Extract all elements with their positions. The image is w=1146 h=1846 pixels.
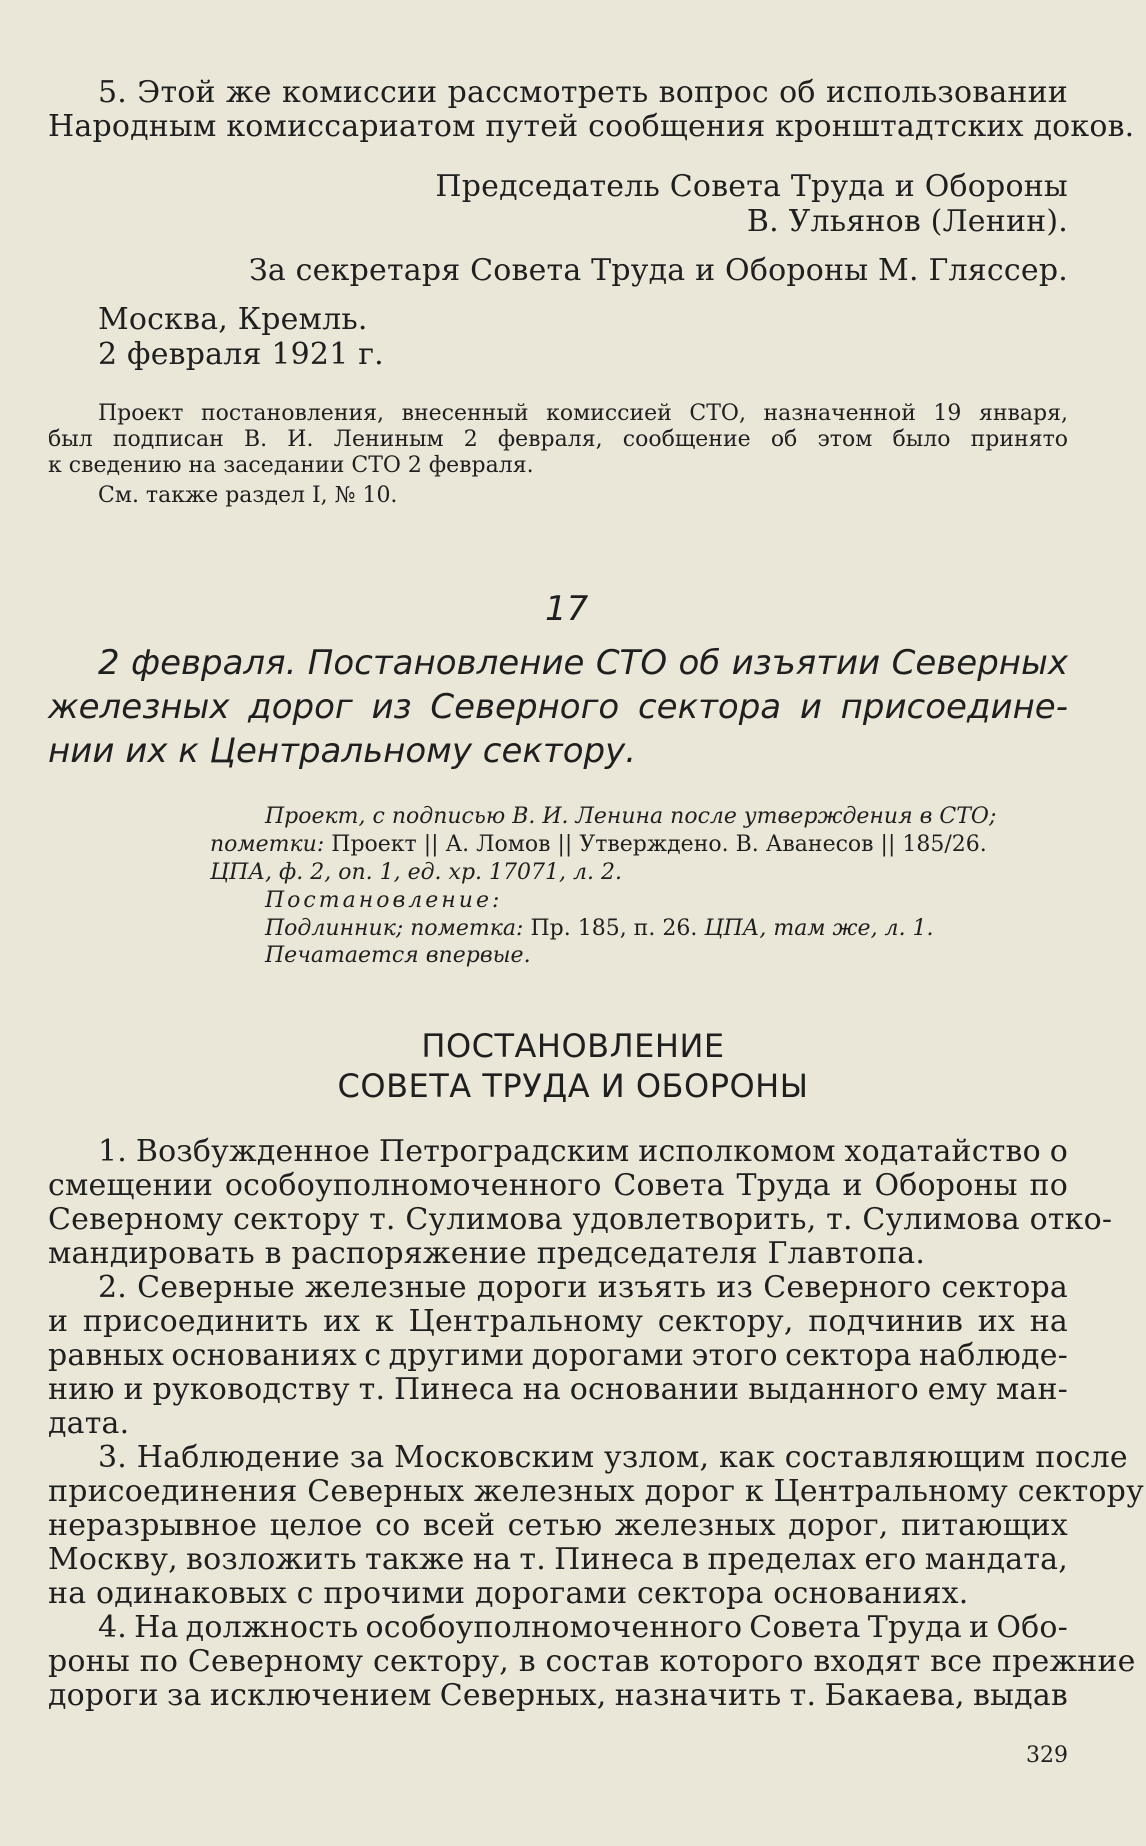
body-line-10: 3. Наблюдение за Московским узлом, как составляющим после [98, 1440, 1128, 1475]
source-line-2 [210, 834, 987, 856]
date: 2 февраля 1921 г. [98, 337, 384, 372]
signature-title: Председатель Совета Труда и Обороны [435, 169, 1068, 204]
note-line-4: См. также раздел I, № 10. [98, 483, 398, 508]
source-line-1-text: Проект, с подписью В. И. Ленина после утверждения в СТО; [265, 804, 997, 829]
item5-line1: 5. Этой же комиссии рассмотреть вопрос об использовании [98, 75, 1068, 110]
body-line-14: на одинаковых с прочими дорогами сектора основаниях. [48, 1576, 969, 1611]
body-line-16: роны по Северному сектору, в состав которого входят все прежние [48, 1644, 1136, 1679]
body-line-1: 1. Возбужденное Петроградским исполкомом ходатайство о [98, 1134, 1068, 1169]
source-line-4: Постановление: [265, 888, 503, 913]
source-line-5-label: Подлинник; пометка: [265, 916, 524, 941]
source-line-5-archive: ЦПА, там же, л. 1. [704, 916, 934, 941]
body-line-11: присоединения Северных железных дорог к Центральному сектору [48, 1474, 1144, 1509]
body-line-5: 2. Северные железные дороги изъять из Северного сектора [98, 1270, 1068, 1305]
title-line-1: 2 февраля. Постановление СТО об изъятии Северных [98, 643, 1068, 683]
body-line-2: смещении особоуполномоченного Совета Труда и Обороны по [48, 1168, 1068, 1203]
note-line-2: был подписан В. И. Лениным 2 февраля, сообщение об этом было принято [48, 427, 1068, 452]
body-line-17: дороги за исключением Северных, назначить т. Бакаева, выдав [48, 1678, 1068, 1713]
source-line-3-text: ЦПА, ф. 2, оп. 1, ед. хр. 17071, л. 2. [210, 860, 622, 885]
note-line-1: Проект постановления, внесенный комиссией СТО, назначенной 19 января, [98, 401, 1068, 426]
body-line-6: и присоединить их к Центральному сектору, подчинив их на [48, 1304, 1068, 1339]
title-line-3: нии их к Центральному сектору. [48, 731, 637, 771]
body-line-12: неразрывное целое со всей сетью железных дорог, питающих [48, 1508, 1068, 1543]
source-line-5-text: Пр. 185, п. 26. [523, 916, 705, 941]
place: Москва, Кремль. [98, 302, 368, 337]
source-line-6-text: Печатается впервые. [265, 943, 531, 968]
source-line-3 [210, 862, 622, 884]
document-number: 17 [545, 589, 589, 629]
source-line-1 [265, 806, 996, 828]
source-line-2-text: Проект || А. Ломов || Утверждено. В. Аванесов || 185/26. [324, 832, 987, 857]
body-line-13: Москву, возложить также на т. Пинеса в пределах его мандата, [48, 1542, 1068, 1577]
body-line-8: нию и руководству т. Пинеса на основании выданного ему ман- [48, 1372, 1069, 1407]
body-line-3: Северному сектору т. Сулимова удовлетворить, т. Сулимова отко- [48, 1202, 1113, 1237]
note-line-3: к сведению на заседании СТО 2 февраля. [48, 453, 534, 478]
signature-name: В. Ульянов (Ленин). [746, 204, 1068, 239]
item5-line2: Народным комиссариатом путей сообщения кронштадтских доков. [48, 109, 1135, 144]
body-line-15: 4. На должность особоуполномоченного Совета Труда и Обо- [98, 1610, 1068, 1645]
source-line-2-label: пометки: [210, 832, 325, 857]
source-line-5 [265, 918, 934, 940]
body-line-9: дата. [48, 1406, 130, 1441]
secretary-signature: За секретаря Совета Труда и Обороны М. Гляссер. [248, 253, 1068, 288]
title-line-2: железных дорог из Северного сектора и присоедине- [48, 687, 1068, 727]
body-line-7: равных основаниях с другими дорогами этого сектора наблюде- [48, 1338, 1069, 1373]
body-line-4: мандировать в распоряжение председателя Главтопа. [48, 1236, 926, 1271]
heading-line-1: ПОСТАНОВЛЕНИЕ [421, 1027, 725, 1065]
page-number: 329 [1026, 1743, 1068, 1768]
heading-line-2: СОВЕТА ТРУДА И ОБОРОНЫ [337, 1067, 809, 1105]
source-line-6 [265, 945, 531, 967]
